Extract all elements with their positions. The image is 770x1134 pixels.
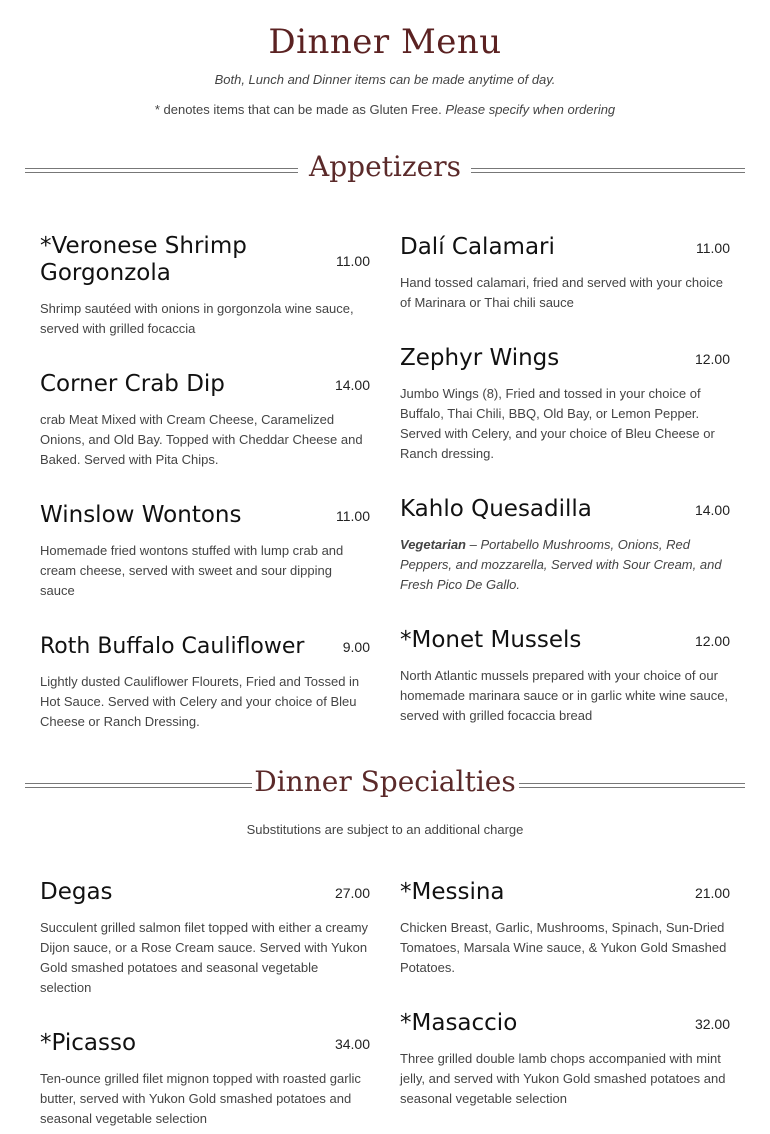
item-name: Corner Crab Dip <box>40 371 225 397</box>
item-price: 12.00 <box>694 351 730 367</box>
substitutions-note: Substitutions are subject to an additional charge <box>246 822 524 837</box>
item-description: Chicken Breast, Garlic, Mushrooms, Spinach, Sun-Dried Tomatoes, Marsala Wine sauce, & Yukon Gold Smashed Potatoes. <box>400 920 727 975</box>
appetizers-header <box>25 150 745 190</box>
item-description: North Atlantic mussels prepared with your choice of our homemade marinara sauce or in garlic white wine sauce, served with grilled focaccia bread <box>400 668 729 723</box>
gluten-free-note-text: * denotes items that can be made as Gluten Free. <box>154 102 442 117</box>
item-description: Jumbo Wings (8), Fried and tossed in your choice of Buffalo, Thai Chili, BBQ, Old Bay, or Lemon Pepper. Served with Celery, and your choice of Bleu Cheese or Ranch dressing. <box>400 386 715 461</box>
vegetarian-label: Vegetarian <box>400 537 466 552</box>
item-name: Roth Buffalo Cauliflower <box>40 634 305 659</box>
specialties-title: Dinner Specialties <box>254 765 516 798</box>
menu-item <box>400 345 730 464</box>
menu-item <box>400 1010 730 1109</box>
item-description: Hand tossed calamari, fried and served with your choice of Marinara or Thai chili sauce <box>400 275 723 310</box>
menu-item <box>40 502 370 601</box>
item-description: Ten-ounce grilled filet mignon topped with roasted garlic butter, served with Yukon Gold smashed potatoes and seasonal vegetable selection <box>40 1071 361 1126</box>
item-name: Kahlo Quesadilla <box>400 496 592 522</box>
item-price: 32.00 <box>694 1016 730 1032</box>
item-description: crab Meat Mixed with Cream Cheese, Caramelized Onions, and Old Bay. Topped with Cheddar Cheese and Baked. Served with Pita Chips. <box>40 412 363 467</box>
item-name: *Veronese Shrimp Gorgonzola <box>40 233 247 286</box>
item-description <box>400 535 730 595</box>
item-price: 11.00 <box>336 508 370 524</box>
page-title: Dinner Menu <box>268 22 502 62</box>
menu-item <box>400 879 730 978</box>
item-name: Dalí Calamari <box>400 234 555 260</box>
item-description: Succulent grilled salmon filet topped with either a creamy Dijon sauce, or a Rose Cream sauce. Served with Yukon Gold smashed potatoes and seasonal vegetable selection <box>40 920 369 995</box>
item-price: 34.00 <box>334 1036 370 1052</box>
item-price: 21.00 <box>694 885 730 901</box>
item-price: 9.00 <box>342 639 370 655</box>
item-name: Degas <box>40 879 113 905</box>
appetizers-title: Appetizers <box>309 150 461 183</box>
menu-item <box>40 233 370 339</box>
specialties-header <box>25 765 745 805</box>
menu-item <box>40 371 370 470</box>
gluten-free-note <box>0 102 770 117</box>
menu-item <box>40 1030 370 1129</box>
anytime-note: Both, Lunch and Dinner items can be made anytime of day. <box>214 72 556 87</box>
item-price: 27.00 <box>334 885 370 901</box>
item-name: *Monet Mussels <box>400 627 582 653</box>
menu-item <box>40 633 370 732</box>
item-price: 12.00 <box>694 633 730 649</box>
item-price: 11.00 <box>336 253 370 269</box>
item-name: *Masaccio <box>400 1010 518 1036</box>
item-name: *Messina <box>400 879 505 905</box>
menu-item <box>40 879 370 998</box>
item-name: *Picasso <box>40 1030 137 1056</box>
item-price: 14.00 <box>694 502 730 518</box>
item-name: Winslow Wontons <box>40 502 242 528</box>
gluten-free-note-italic: Please specify when ordering <box>445 102 616 117</box>
item-description: Shrimp sautéed with onions in gorgonzola wine sauce, served with grilled focaccia <box>40 301 354 336</box>
item-description: Three grilled double lamb chops accompanied with mint jelly, and served with Yukon Gold smashed potatoes and seasonal vegetable selection <box>400 1051 726 1106</box>
menu-item <box>400 496 730 595</box>
menu-item <box>400 234 730 313</box>
item-name: Zephyr Wings <box>400 345 560 371</box>
item-price: 11.00 <box>696 240 730 256</box>
menu-item <box>400 627 730 726</box>
item-price: 14.00 <box>334 377 370 393</box>
item-description-text: – Portabello Mushrooms, Onions, Red Peppers, and mozzarella, Served with Sour Cream, and Fresh Pico De Gallo. <box>400 537 722 592</box>
item-description: Homemade fried wontons stuffed with lump crab and cream cheese, served with sweet and sour dipping sauce <box>40 543 344 598</box>
item-description: Lightly dusted Cauliflower Flourets, Fried and Tossed in Hot Sauce. Served with Celery and your choice of Bleu Cheese or Ranch Dressing. <box>40 674 360 729</box>
